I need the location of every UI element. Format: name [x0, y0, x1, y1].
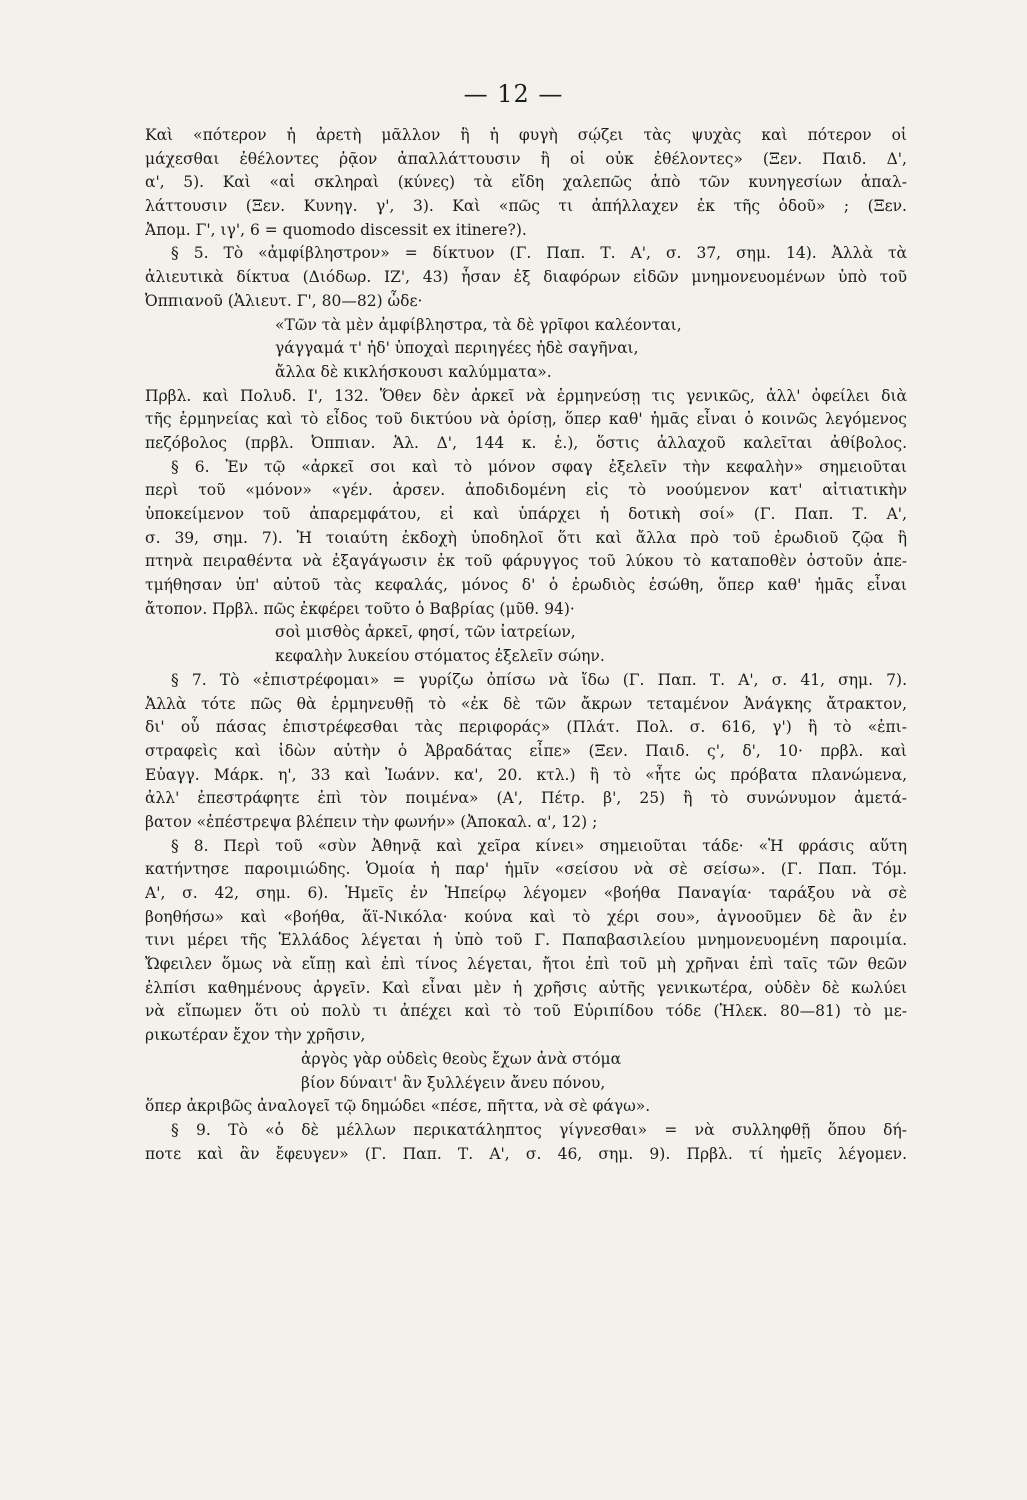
text-line: § 7. Τὸ «ἐπιστρέφομαι» = γυρίζω ὀπίσω νὰ ἴδω (Γ. Παπ. Τ. Α', σ. 41, σημ. 7).: [171, 670, 907, 689]
text-line: § 8. Περὶ τοῦ «σὺν Ἀθηνᾷ καὶ χεῖρα κίνει» σημειοῦται τάδε· «Ἡ φράσις αὕτη: [171, 836, 907, 855]
text-line: § 5. Τὸ «ἀμφίβληστρον» = δίκτυον (Γ. Παπ. Τ. Α', σ. 37, σημ. 14). Ἀλλὰ τὰ: [171, 244, 907, 263]
text-line: ἁλιευτικὰ δίκτυα (Διόδωρ. ΙΖ', 43) ἦσαν ἐξ διαφόρων εἰδῶν μνημονευομένων ὑπὸ τοῦ: [145, 268, 907, 287]
text-line: α', 5). Καὶ «αἱ σκληραὶ (κύνες) τὰ εἴδη χαλεπῶς ἀπὸ τῶν κυνηγεσίων ἀπαλ-: [145, 173, 907, 192]
text-line: ρικωτέραν ἔχον τὴν χρῆσιν,: [145, 1026, 366, 1045]
text-line: πτηνὰ πειραθέντα νὰ ἐξαγάγωσιν ἐκ τοῦ φάρυγγος τοῦ λύκου τὸ καταποθὲν ὀστοῦν ἀπε-: [145, 552, 907, 571]
text-line: τῆς ἑρμηνείας καὶ τὸ εἶδος τοῦ δικτύου νὰ ὁρίσῃ, ὅπερ καθ' ἡμᾶς εἶναι ὁ κοινῶς λεγόμενος: [145, 410, 907, 429]
text-line: ἄτοπον. Πρβλ. πῶς ἐκφέρει τοῦτο ὁ Βαβρίας (μῦθ. 94)·: [145, 599, 575, 618]
text-line: Ὤφειλεν ὅμως νὰ εἴπῃ καὶ ἐπὶ τίνος λέγεται, ἤτοι ἐπὶ τοῦ μὴ χρῆναι ἐπὶ ταῖς τῶν θεῶν: [145, 955, 907, 974]
text-line: ὅπερ ἀκριβῶς ἀναλογεῖ τῷ δημώδει «πέσε, πῆττα, νὰ σὲ φάγω».: [145, 1097, 651, 1116]
text-line: «Τῶν τὰ μὲν ἀμφίβληστρα, τὰ δὲ γρῖφοι καλέονται,: [275, 315, 682, 334]
text-line: δι' οὗ πάσας ἐπιστρέφεσθαι τὰς περιφοράς» (Πλάτ. Πολ. σ. 616, γ') ἢ τὸ «ἐπι-: [145, 718, 907, 737]
text-line: μάχεσθαι ἐθέλοντες ῥᾷον ἀπαλλάττουσιν ἢ οἱ οὐκ ἐθέλοντες» (Ξεν. Παιδ. Δ',: [145, 149, 907, 168]
text-line: ὑποκείμενον τοῦ ἀπαρεμφάτου, εἰ καὶ ὑπάρχει ἡ δοτικὴ σοί» (Γ. Παπ. Τ. Α',: [145, 505, 907, 523]
text-line: σ. 39, σημ. 7). Ἡ τοιαύτη ἐκδοχὴ ὑποδηλοῖ ὅτι καὶ ἄλλα πρὸ τοῦ ἐρωδιοῦ ζῷα ἢ: [145, 528, 907, 547]
text-line: Ἀλλὰ τότε πῶς θὰ ἑρμηνευθῇ τὸ «ἐκ δὲ τῶν ἄκρων τεταμένον Ἀνάγκης ἄτρακτον,: [145, 694, 907, 713]
text-line: Εὐαγγ. Μάρκ. η', 33 καὶ Ἰωάνν. κα', 20. κτλ.) ἢ τὸ «ἦτε ὡς πρόβατα πλανώμενα,: [145, 765, 907, 784]
text-line: κατήντησε παροιμιώδης. Ὁμοία ἡ παρ' ἡμῖν «σείσου νὰ σὲ σείσω». (Γ. Παπ. Τόμ.: [145, 860, 907, 879]
text-line: λάττουσιν (Ξεν. Κυνηγ. γ', 3). Καὶ «πῶς τι ἀπήλλαχεν ἐκ τῆς ὁδοῦ» ; (Ξεν.: [145, 197, 907, 216]
text-line: ἀλλ' ἐπεστράφητε ἐπὶ τὸν ποιμένα» (Α', Πέτρ. β', 25) ἢ τὸ συνώνυμον ἀμετά-: [145, 789, 907, 808]
text-line: Καὶ «πότερον ἡ ἀρετὴ μᾶλλον ἢ ἡ φυγὴ σῴζει τὰς ψυχὰς καὶ πότερον οἱ: [145, 126, 907, 144]
text-line: ἄλλα δὲ κικλήσκουσι καλύμματα».: [275, 362, 552, 381]
text-line: Ὀππιανοῦ (Ἁλιευτ. Γ', 80—82) ὧδε·: [145, 291, 423, 310]
text-line: ἀργὸς γὰρ οὐδεὶς θεοὺς ἔχων ἀνὰ στόμα: [301, 1049, 622, 1068]
text-line: βατον «ἐπέστρεψα βλέπειν τὴν φωνήν» (Ἀποκαλ. α', 12) ;: [145, 812, 598, 831]
text-line: κεφαλὴν λυκείου στόματος ἐξελεῖν σώην.: [275, 647, 605, 666]
text-line: βίον δύναιτ' ἂν ξυλλέγειν ἄνευ πόνου,: [301, 1073, 606, 1092]
text-line: ποτε καὶ ἂν ἔφευγεν» (Γ. Παπ. Τ. Α', σ. 46, σημ. 9). Πρβλ. τί ἡμεῖς λέγομεν.: [145, 1144, 907, 1163]
text-line: τμήθησαν ὑπ' αὐτοῦ τὰς κεφαλάς, μόνος δ' ὁ ἐρωδιὸς ἐσώθη, ὅπερ καθ' ἡμᾶς εἶναι: [145, 576, 907, 595]
text-line: Πρβλ. καὶ Πολυδ. Ι', 132. Ὅθεν δὲν ἀρκεῖ νὰ ἑρμηνεύσῃ τις γενικῶς, ἀλλ' ὀφείλει διὰ: [145, 386, 907, 405]
text-line: περὶ τοῦ «μόνον» «γέν. ἀρσεν. ἀποδιδομένη εἰς τὸ νοούμενον κατ' αἰτιατικὴν: [145, 481, 907, 500]
text-line: πεζόβολος (πρβλ. Ὀππιαν. Ἁλ. Δ', 144 κ. ἑ.), ὅστις ἀλλαχοῦ καλεῖται ἀθίβολος.: [145, 433, 907, 452]
text-line: ἐλπίσι καθημένους ἀργεῖν. Καὶ εἶναι μὲν ἡ χρῆσις αὐτῆς γενικωτέρα, οὐδὲν δὲ κωλύει: [145, 978, 907, 997]
text-line: Α', σ. 42, σημ. 6). Ἡμεῖς ἐν Ἠπείρῳ λέγομεν «βοήθα Παναγία· ταράξου νὰ σὲ: [145, 884, 907, 902]
text-line: γάγγαμά τ' ἠδ' ὑποχαὶ περιηγέες ἠδὲ σαγῆναι,: [275, 339, 639, 358]
body-text: [145, 124, 907, 1166]
text-line: τινι μέρει τῆς Ἑλλάδος λέγεται ἡ ὑπὸ τοῦ Γ. Παπαβασιλείου μνημονευομένη παροιμία.: [145, 931, 907, 950]
text-line: σοὶ μισθὸς ἀρκεῖ, φησί, τῶν ἰατρείων,: [275, 623, 576, 642]
text-line: νὰ εἴπωμεν ὅτι οὐ πολὺ τι ἀπέχει καὶ τὸ τοῦ Εὐριπίδου τόδε (Ἠλεκ. 80—81) τὸ με-: [145, 1002, 907, 1021]
text-line: Ἀπομ. Γ', ιγ', 6 = quomodo discessit ex itinere?).: [145, 220, 527, 239]
page-number: — 12 —: [463, 80, 564, 108]
text-line: § 9. Τὸ «ὁ δὲ μέλλων περικατάληπτος γίγνεσθαι» = νὰ συλληφθῇ ὅπου δή-: [171, 1120, 907, 1139]
text-line: βοηθήσω» καὶ «βοήθα, ἅϊ-Νικόλα· κούνα καὶ τὸ χέρι σου», ἀγνοοῦμεν δὲ ἂν ἐν: [145, 907, 907, 926]
text-line: § 6. Ἐν τῷ «ἀρκεῖ σοι καὶ τὸ μόνον σφαγ ἐξελεῖν τὴν κεφαλὴν» σημειοῦται: [171, 457, 907, 476]
text-line: στραφεὶς καὶ ἰδὼν αὐτὴν ὁ Ἀβραδάτας εἶπε» (Ξεν. Παιδ. ς', δ', 10· πρβλ. καὶ: [145, 741, 907, 760]
